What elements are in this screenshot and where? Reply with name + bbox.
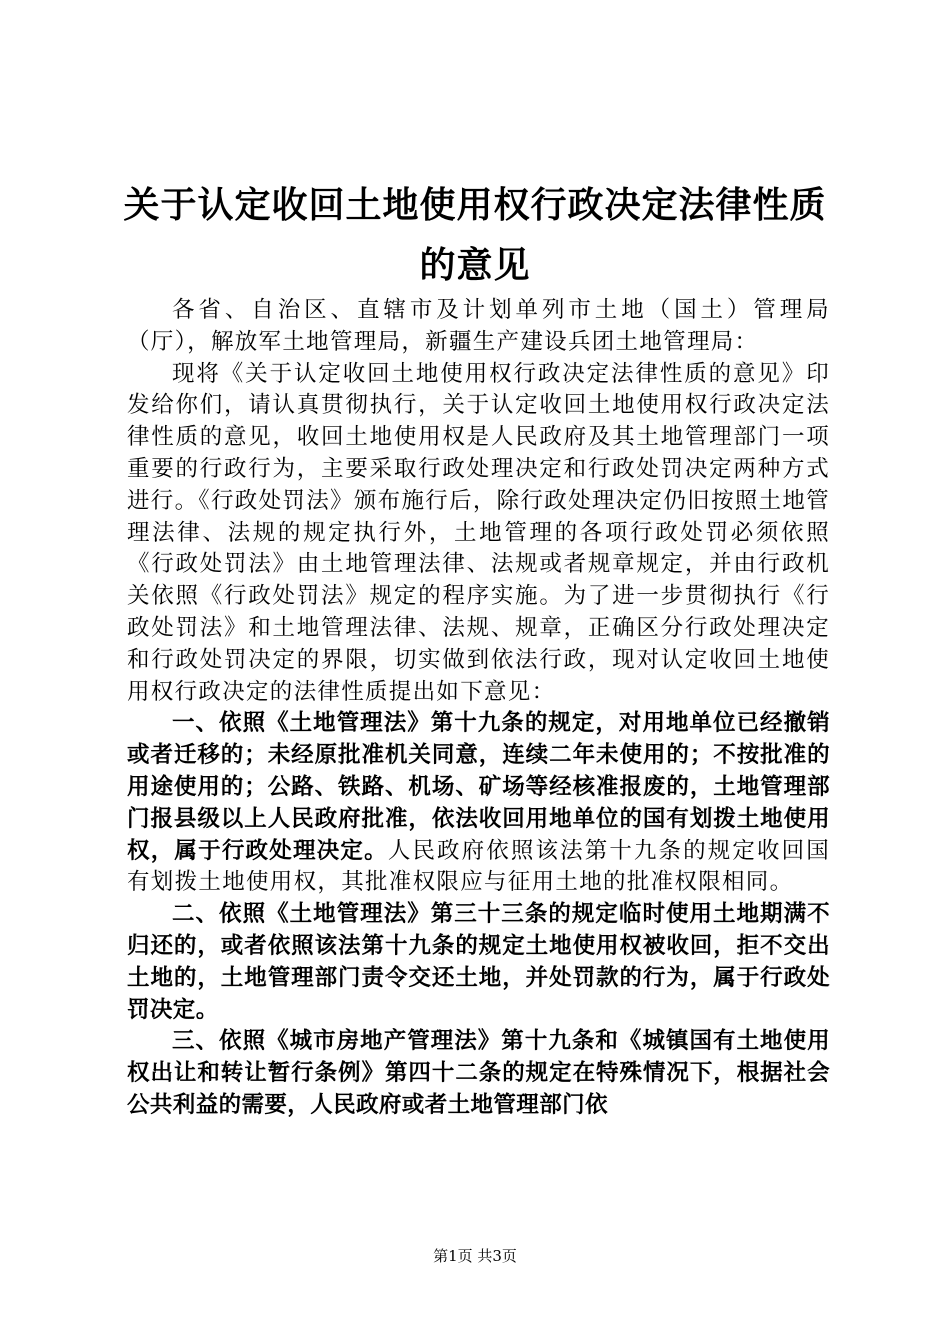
page-footer: 第1页 共3页 [433, 1247, 517, 1265]
paragraph-intro: 现将《关于认定收回土地使用权行政决定法律性质的意见》印发给你们，请认真贯彻执行，关于认定收回土地使用权行政决定法律性质的意见，收回土地使用权是人民政府及其土地管理部门一项重要的行政行为，主要采取行政处理决定和行政处罚决定两种方式进行。《行政处罚法》颁布施行后，除行政处理决定仍旧按照土地管理法律、法规的规定执行外，土地管理的各项行政处罚必须依照《行政处罚法》由土地管理法律、法规或者规章规定，并由行政机关依照《行政处罚法》规定的程序实施。为了进一步贯彻执行《行政处罚法》和土地管理法律、法规、规章，正确区分行政处理决定和行政处罚决定的界限，切实做到依法行政，现对认定收回土地使用权行政决定的法律性质提出如下意见： [127, 360, 830, 705]
item-1-normal-text: 人民政府依照该法第十九条的规定收回国有划拨土地使用权，其批准权限应与征用土地的批准权限相同。 [127, 837, 831, 896]
paragraph-item-2: 二、依照《土地管理法》第三十三条的规定临时使用土地期满不归还的，或者依照该法第十九条的规定土地使用权被收回，拒不交出土地的，土地管理部门责令交还土地，并处罚款的行为，属于行政处罚决定。 [127, 901, 830, 1023]
paragraph-item-3: 三、依照《城市房地产管理法》第十九条和《城镇国有土地使用权出让和转让暂行条例》第四十二条的规定在特殊情况下，根据社会公共利益的需要，人民政府或者土地管理部门依 [127, 1028, 830, 1118]
document-body [127, 295, 830, 1122]
paragraph-item-1 [127, 708, 830, 899]
paragraph-salutation: 各省、自治区、直辖市及计划单列市土地（国土）管理局（厅），解放军土地管理局，新疆生产建设兵团土地管理局： [127, 297, 830, 355]
document-title: 关于认定收回土地使用权行政决定法律性质的意见 [123, 185, 827, 286]
item-1-bold-text: 一、依照《土地管理法》第十九条的规定，对用地单位已经撤销或者迁移的；未经原批准机关同意，连续二年未使用的；不按批准的用途使用的；公路、铁路、机场、矿场等经核准报废的，土地管理部门报县级以上人民政府批准，依法收回用地单位的国有划拨土地使用权，属于行政处理决定。 [127, 710, 830, 864]
